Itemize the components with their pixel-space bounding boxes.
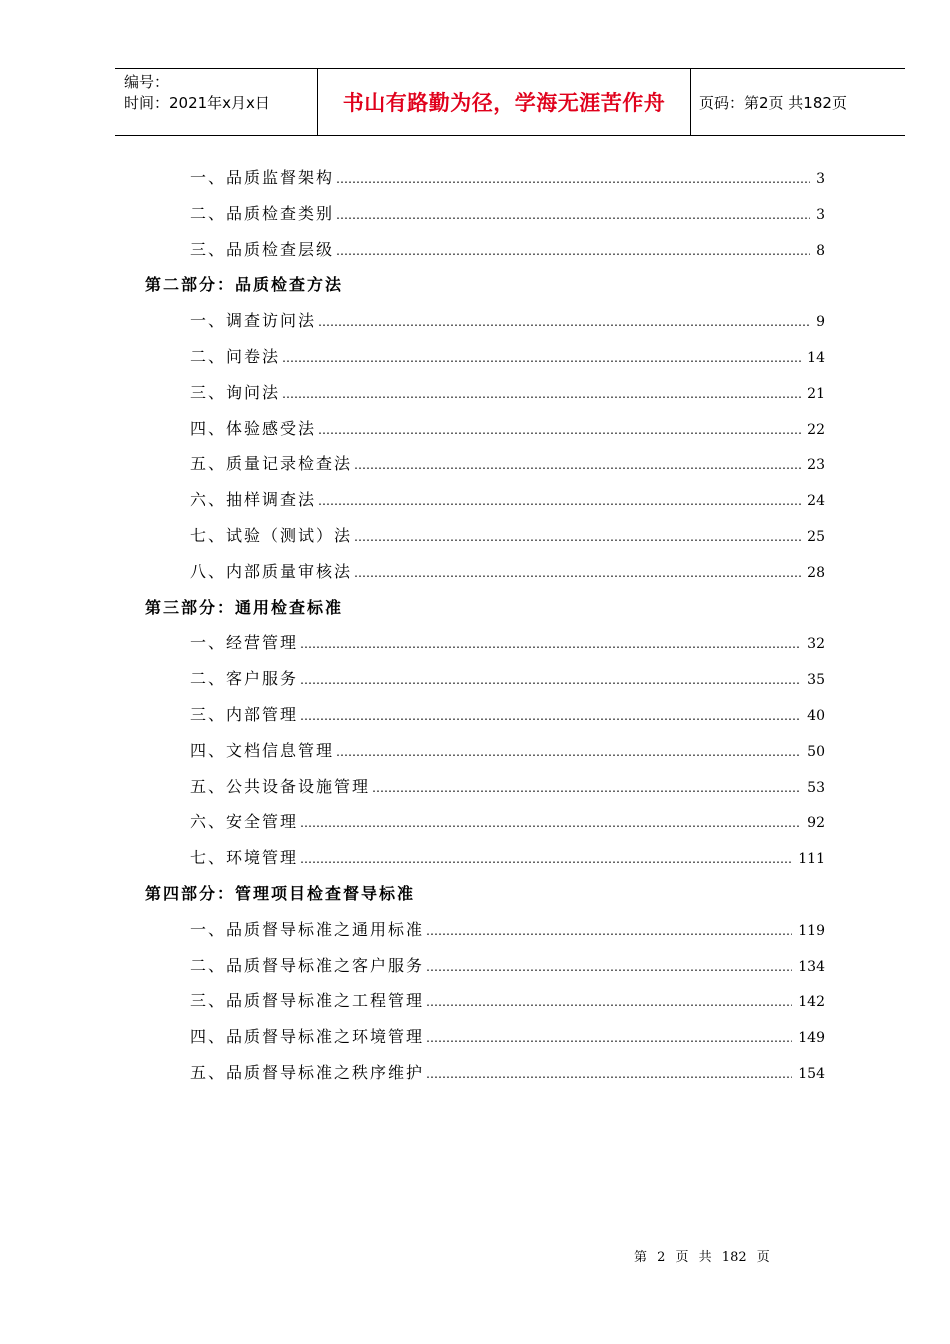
- page-header: [115, 68, 905, 136]
- toc-title: 三、询问法: [190, 382, 281, 402]
- toc-title: 六、安全管理: [190, 812, 299, 832]
- toc-title: 第四部分：管理项目检查督导标准: [145, 883, 416, 903]
- header-motto: 书山有路勤为径，学海无涯苦作舟: [317, 69, 691, 135]
- toc-leader-dots: [334, 198, 810, 234]
- toc-entry[interactable]: [145, 697, 825, 733]
- toc-page-number: 14: [807, 349, 825, 366]
- toc-entry[interactable]: [145, 554, 825, 590]
- toc-page-number: 53: [807, 779, 825, 796]
- toc-title: 一、调查访问法: [190, 311, 317, 331]
- toc-page-number: 154: [798, 1065, 825, 1082]
- toc-entry[interactable]: [145, 661, 825, 697]
- toc-entry[interactable]: [145, 840, 825, 876]
- toc-leader-dots: [334, 234, 810, 270]
- toc-title: 第三部分：通用检查标准: [145, 597, 344, 617]
- toc-entry[interactable]: [145, 769, 825, 805]
- toc-page-number: 50: [807, 743, 825, 760]
- toc-entry[interactable]: [145, 160, 825, 196]
- toc-title: 二、客户服务: [190, 669, 299, 689]
- toc-title: 第二部分：品质检查方法: [145, 275, 344, 295]
- toc-title: 四、体验感受法: [190, 418, 317, 438]
- toc-leader-dots: [424, 985, 792, 1021]
- toc-page-number: 111: [798, 851, 825, 868]
- toc-page-number: 142: [798, 994, 825, 1011]
- toc-entry[interactable]: [145, 375, 825, 411]
- toc-entry[interactable]: [145, 232, 825, 268]
- toc-title: 五、品质督导标准之秩序维护: [190, 1062, 425, 1082]
- toc-title: 一、品质监督架构: [190, 168, 335, 187]
- toc-page-number: 35: [807, 672, 825, 689]
- toc-title: 四、品质督导标准之环境管理: [190, 1027, 425, 1047]
- toc-title: 六、抽样调查法: [190, 490, 317, 510]
- toc-leader-dots: [334, 735, 801, 771]
- toc-leader-dots: [370, 771, 801, 807]
- toc-title: 一、品质督导标准之通用标准: [190, 919, 425, 939]
- toc-page-number: 21: [807, 385, 825, 402]
- toc-title: 二、问卷法: [190, 346, 281, 366]
- toc-leader-dots: [424, 1021, 792, 1057]
- toc-entry[interactable]: [145, 1019, 825, 1055]
- toc-title: 二、品质检查类别: [190, 203, 335, 223]
- toc-page-number: 9: [816, 314, 825, 331]
- toc-entry[interactable]: [145, 518, 825, 554]
- toc-title: 四、文档信息管理: [190, 740, 335, 760]
- toc-page-number: 119: [798, 922, 825, 939]
- toc-page-number: 149: [798, 1030, 825, 1047]
- toc-page-number: 40: [807, 707, 825, 724]
- toc-section-heading: [145, 267, 825, 303]
- toc-title: 一、经营管理: [190, 633, 299, 653]
- toc-page-number: 92: [807, 815, 825, 832]
- header-meta: [115, 69, 317, 135]
- toc-section-heading: [145, 590, 825, 626]
- toc-leader-dots: [280, 341, 801, 377]
- toc-entry[interactable]: [145, 1055, 825, 1091]
- toc-section-heading: [145, 876, 825, 912]
- toc-leader-dots: [316, 413, 801, 449]
- toc-title: 三、品质督导标准之工程管理: [190, 991, 425, 1011]
- toc-title: 二、品质督导标准之客户服务: [190, 955, 425, 975]
- toc-entry[interactable]: [145, 303, 825, 339]
- toc-leader-dots: [280, 377, 801, 413]
- toc-title: 三、品质检查层级: [190, 239, 335, 259]
- toc-leader-dots: [334, 162, 810, 198]
- toc-leader-dots: [316, 484, 801, 520]
- toc-entry[interactable]: [145, 983, 825, 1019]
- toc-entry[interactable]: [145, 733, 825, 769]
- toc-leader-dots: [298, 806, 801, 842]
- toc-leader-dots: [424, 950, 792, 986]
- toc-title: 七、环境管理: [190, 848, 299, 868]
- toc-page-number: 25: [807, 528, 825, 545]
- toc-entry[interactable]: [145, 446, 825, 482]
- toc-entry[interactable]: [145, 411, 825, 447]
- toc-entry[interactable]: [145, 948, 825, 984]
- toc-leader-dots: [298, 842, 792, 878]
- toc-leader-dots: [352, 556, 801, 592]
- toc-leader-dots: [352, 448, 801, 484]
- toc-leader-dots: [352, 520, 801, 556]
- toc-title: 三、内部管理: [190, 704, 299, 724]
- toc-entry[interactable]: [145, 625, 825, 661]
- table-of-contents: [145, 160, 825, 1091]
- toc-page-number: 28: [807, 564, 825, 581]
- page-footer: 第 2 页 共 182 页: [634, 1250, 770, 1265]
- toc-title: 七、试验（测试）法: [190, 525, 353, 545]
- toc-leader-dots: [316, 305, 810, 341]
- toc-title: 五、公共设备设施管理: [190, 776, 371, 796]
- toc-leader-dots: [298, 627, 801, 663]
- toc-title: 八、内部质量审核法: [190, 561, 353, 581]
- toc-entry[interactable]: [145, 482, 825, 518]
- toc-page-number: 134: [798, 958, 825, 975]
- code-label: 编号：: [124, 73, 170, 91]
- toc-leader-dots: [298, 663, 801, 699]
- toc-page-number: 3: [816, 206, 825, 223]
- toc-page-number: 23: [807, 457, 825, 474]
- toc-page-number: 8: [816, 242, 825, 259]
- toc-entry[interactable]: [145, 339, 825, 375]
- toc-entry[interactable]: [145, 912, 825, 948]
- toc-page-number: 24: [807, 493, 825, 510]
- toc-leader-dots: [424, 914, 792, 950]
- toc-leader-dots: [424, 1057, 792, 1093]
- toc-entry[interactable]: [145, 804, 825, 840]
- toc-page-number: 32: [807, 636, 825, 653]
- toc-entry[interactable]: [145, 196, 825, 232]
- toc-page-number: 22: [807, 421, 825, 438]
- toc-title: 五、质量记录检查法: [190, 454, 353, 474]
- toc-leader-dots: [298, 699, 801, 735]
- time-label: 时间：2021年x月x日: [124, 94, 270, 112]
- toc-page-number: 3: [816, 171, 825, 187]
- header-page-info: 页码：第2页 共182页: [699, 93, 847, 112]
